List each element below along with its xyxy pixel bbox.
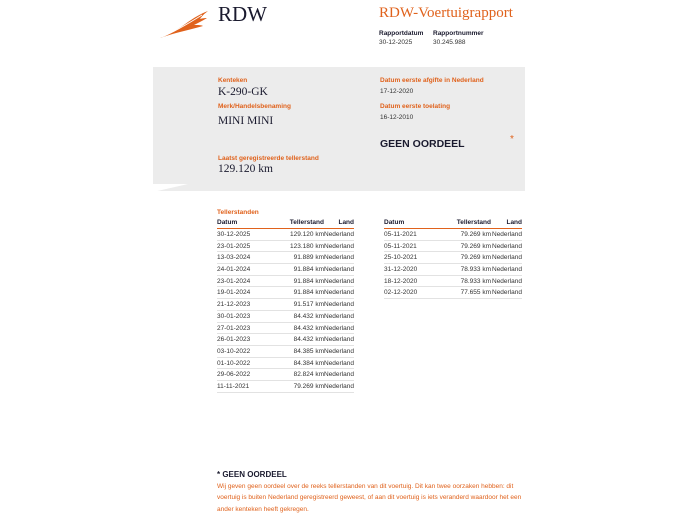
- rdw-feather-logo-icon: [158, 10, 210, 40]
- cell-reading: 91.884 km: [293, 277, 324, 285]
- cell-date: 13-03-2024: [217, 254, 251, 262]
- cell-country: Nederland: [324, 382, 354, 390]
- table-row: [217, 276, 354, 288]
- cell-date: 19-01-2024: [217, 289, 251, 297]
- make-label: Merk/Handelsbenaming: [218, 103, 291, 110]
- table-row: [217, 241, 354, 253]
- table-row: [217, 264, 354, 276]
- cell-reading: 77.655 km: [460, 289, 491, 297]
- cell-date: 02-12-2020: [384, 289, 418, 297]
- cell-date: 05-11-2021: [384, 231, 417, 238]
- cell-country: Nederland: [492, 242, 522, 250]
- cell-country: Nederland: [324, 347, 354, 355]
- cell-reading: 123.180 km: [290, 242, 324, 250]
- col-country: Land: [338, 219, 354, 226]
- footnote-text: Wij geven geen oordeel over de reeks tellerstanden van dit voertuig. Dit kan twee oorzaken hebben: dit voertuig is buiten Nederland geregistreerd geweest, of aan dit voertuig is iets veranderd waardoor het een ander kenteken heeft gekregen.: [217, 483, 522, 513]
- cell-country: Nederland: [324, 242, 354, 250]
- cell-date: 30-12-2025: [217, 231, 251, 238]
- readings-table-right: [384, 218, 522, 299]
- cell-reading: 91.884 km: [293, 289, 324, 297]
- cell-date: 11-11-2021: [217, 382, 250, 390]
- report-date: 30-12-2025: [379, 39, 413, 46]
- table-row: [384, 264, 522, 276]
- cell-country: Nederland: [492, 254, 522, 262]
- cell-date: 23-01-2024: [217, 277, 251, 285]
- nl-date-value: 17-12-2020: [380, 88, 414, 95]
- report-title: RDW-Voertuigrapport: [379, 5, 513, 21]
- table-row: [217, 299, 354, 311]
- table-row: [384, 241, 522, 253]
- cell-date: 03-10-2022: [217, 347, 251, 355]
- cell-country: Nederland: [324, 324, 354, 332]
- nl-date-label: Datum eerste afgifte in Nederland: [380, 77, 484, 84]
- cell-country: Nederland: [492, 231, 522, 238]
- readings-table-left: [217, 218, 354, 393]
- cell-country: Nederland: [324, 359, 354, 367]
- cell-reading: 91.517 km: [293, 301, 324, 309]
- table-row: [217, 358, 354, 370]
- col-reading: Tellerstand: [289, 219, 324, 226]
- table-row: [217, 287, 354, 299]
- verdict-footnote-mark: *: [510, 134, 514, 145]
- cell-reading: 84.432 km: [293, 324, 324, 332]
- table-row: [217, 369, 354, 381]
- brand-name: RDW: [218, 2, 267, 26]
- cell-country: Nederland: [492, 266, 522, 274]
- cell-date: 18-12-2020: [384, 277, 418, 285]
- cell-reading: 84.432 km: [293, 336, 324, 344]
- table-row: [217, 311, 354, 323]
- cell-reading: 78.933 km: [460, 277, 491, 285]
- cell-country: Nederland: [324, 231, 354, 238]
- cell-country: Nederland: [492, 277, 522, 285]
- odometer-value: 129.120 km: [218, 163, 273, 175]
- cell-reading: 82.824 km: [293, 371, 324, 379]
- report-date-label: Rapportdatum: [379, 30, 424, 37]
- cell-date: 21-12-2023: [217, 301, 251, 309]
- cell-date: 29-06-2022: [217, 371, 251, 379]
- readings-title: Tellerstanden: [217, 209, 259, 216]
- first-date-value: 16-12-2010: [380, 114, 414, 121]
- col-date: Datum: [384, 219, 405, 226]
- plate-label: Kenteken: [218, 77, 248, 84]
- cell-date: 27-01-2023: [217, 324, 251, 332]
- col-reading: Tellerstand: [456, 219, 491, 226]
- cell-country: Nederland: [324, 301, 354, 309]
- cell-country: Nederland: [492, 289, 522, 297]
- table-row: [217, 334, 354, 346]
- vehicle-summary-panel: [153, 67, 525, 191]
- table-row: [384, 287, 522, 299]
- cell-date: 24-01-2024: [217, 266, 251, 274]
- cell-country: Nederland: [324, 371, 354, 379]
- table-row: [384, 252, 522, 264]
- first-date-label: Datum eerste toelating: [380, 103, 451, 110]
- table-header: [384, 218, 522, 229]
- table-row: [217, 229, 354, 241]
- plate-value: K-290-GK: [218, 86, 268, 98]
- cell-country: Nederland: [324, 254, 354, 262]
- cell-reading: 84.385 km: [293, 347, 324, 355]
- table-row: [217, 323, 354, 335]
- odometer-label: Laatst geregistreerde tellerstand: [218, 155, 319, 162]
- cell-date: 30-01-2023: [217, 312, 251, 320]
- cell-reading: 84.432 km: [293, 312, 324, 320]
- cell-reading: 79.269 km: [293, 382, 324, 390]
- cell-date: 05-11-2021: [384, 242, 417, 250]
- table-row: [217, 252, 354, 264]
- footnote-title: * GEEN OORDEEL: [217, 470, 287, 479]
- table-row: [217, 381, 354, 393]
- col-country: Land: [506, 219, 522, 226]
- cell-country: Nederland: [324, 266, 354, 274]
- table-row: [217, 346, 354, 358]
- cell-country: Nederland: [324, 289, 354, 297]
- cell-date: 25-10-2021: [384, 254, 418, 262]
- cell-reading: 79.269 km: [460, 242, 491, 250]
- cell-country: Nederland: [324, 312, 354, 320]
- report-number-label: Rapportnummer: [433, 30, 484, 37]
- cell-reading: 129.120 km: [290, 231, 324, 238]
- cell-date: 23-01-2025: [217, 242, 251, 250]
- cell-country: Nederland: [324, 277, 354, 285]
- cell-reading: 91.884 km: [293, 266, 324, 274]
- verdict: GEEN OORDEEL: [380, 138, 465, 150]
- table-row: [384, 276, 522, 288]
- cell-date: 26-01-2023: [217, 336, 251, 344]
- cell-reading: 78.933 km: [460, 266, 491, 274]
- make-value: MINI MINI: [218, 115, 274, 127]
- cell-reading: 84.384 km: [293, 359, 324, 367]
- panel-notch: [153, 184, 188, 192]
- cell-date: 01-10-2022: [217, 359, 251, 367]
- table-row: [384, 229, 522, 241]
- report-number: 30.245.988: [433, 39, 466, 46]
- cell-date: 31-12-2020: [384, 266, 418, 274]
- cell-country: Nederland: [324, 336, 354, 344]
- cell-reading: 91.889 km: [293, 254, 324, 262]
- cell-reading: 79.269 km: [460, 254, 491, 262]
- table-header: [217, 218, 354, 229]
- cell-reading: 79.269 km: [460, 231, 491, 238]
- col-date: Datum: [217, 219, 238, 226]
